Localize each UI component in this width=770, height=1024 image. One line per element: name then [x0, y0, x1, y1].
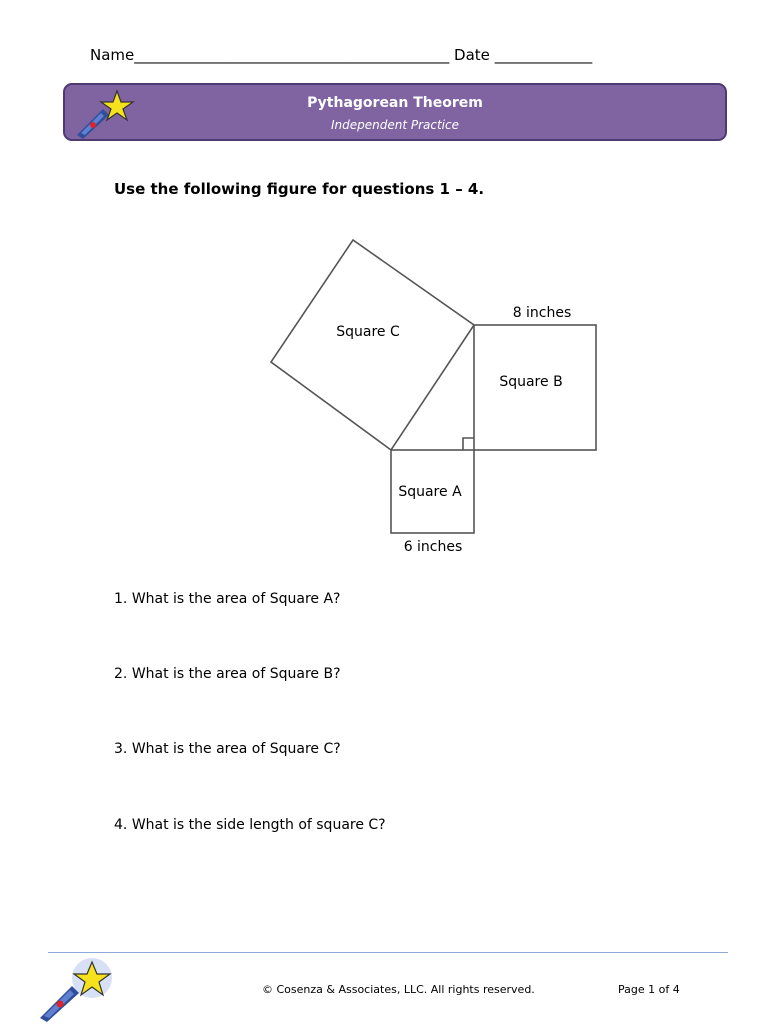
question-number: 3.	[114, 741, 128, 757]
question-number: 4.	[114, 817, 128, 833]
question-3	[114, 741, 341, 757]
square-c-label: Square C	[336, 324, 400, 340]
square-a-label: Square A	[398, 484, 462, 500]
question-4	[114, 817, 386, 833]
banner-title: Pythagorean Theorem	[307, 95, 483, 111]
question-text: What is the area of Square A?	[131, 591, 341, 607]
question-text: What is the area of Square B?	[131, 666, 341, 682]
date-label: Date	[454, 46, 490, 64]
footer-copyright: © Cosenza & Associates, LLC. All rights reserved.	[262, 983, 535, 996]
square-b-label: Square B	[499, 374, 563, 390]
name-blank[interactable]: __________________________________________	[134, 46, 450, 64]
question-1	[114, 591, 340, 607]
title-banner	[63, 83, 727, 141]
right-angle-marker	[463, 438, 474, 450]
pythagorean-figure	[260, 230, 620, 560]
shooting-star-icon	[36, 956, 114, 1022]
name-label: Name	[90, 46, 135, 64]
question-number: 1.	[114, 591, 128, 607]
question-text: What is the area of Square C?	[131, 741, 341, 757]
side-a-label: 6 inches	[403, 539, 463, 555]
side-b-label: 8 inches	[512, 305, 572, 321]
banner-subtitle: Independent Practice	[330, 118, 459, 132]
question-number: 2.	[114, 666, 128, 682]
date-blank[interactable]: _____________	[494, 46, 593, 64]
square-c-shape	[271, 240, 474, 450]
page-number: Page 1 of 4	[618, 983, 680, 996]
instructions: Use the following figure for questions 1 – 4.	[114, 180, 485, 198]
footer-divider	[48, 952, 728, 953]
question-text: What is the side length of square C?	[131, 817, 386, 833]
question-2	[114, 666, 341, 682]
name-date-line	[90, 46, 592, 64]
